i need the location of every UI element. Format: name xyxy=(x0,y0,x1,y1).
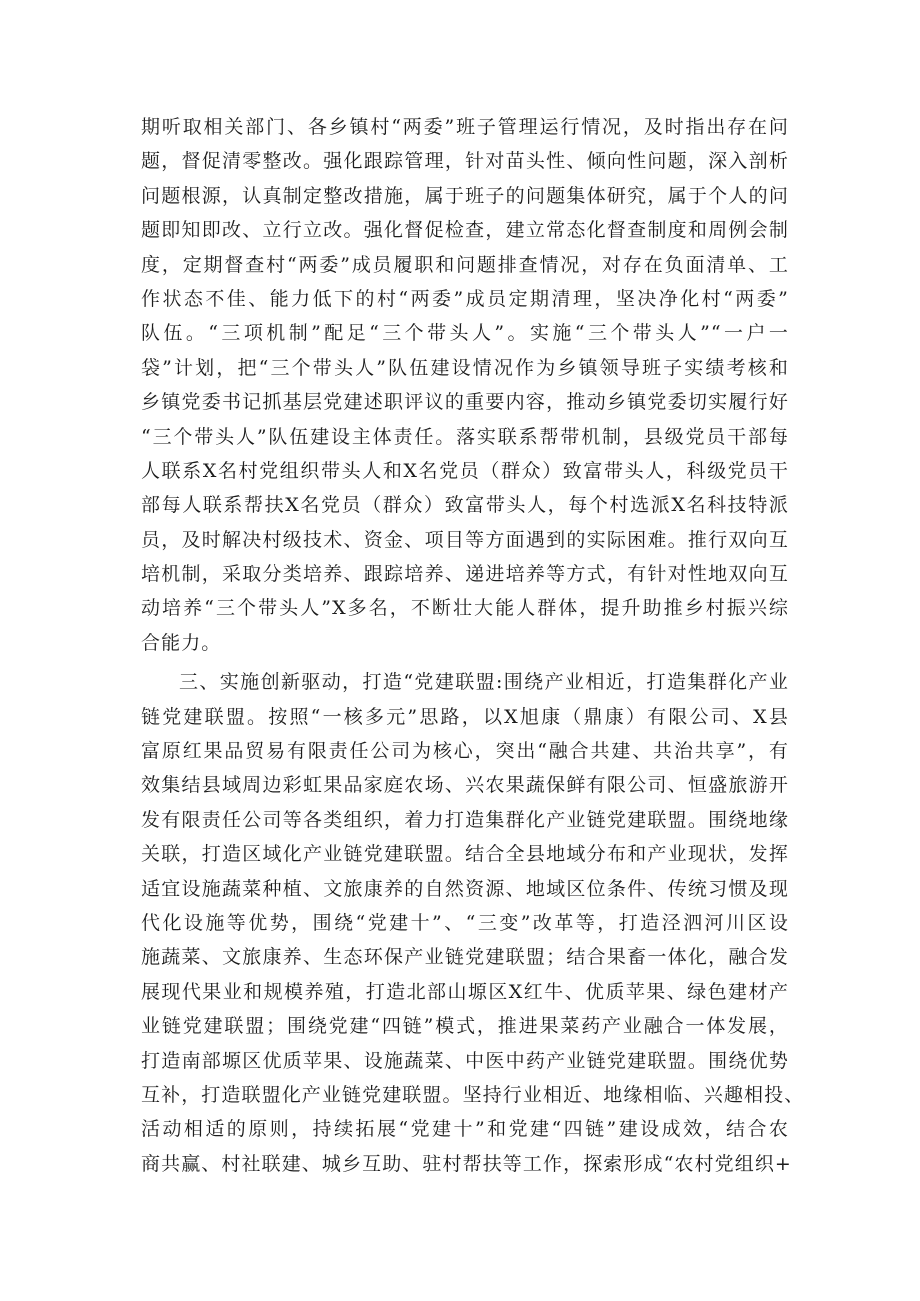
paragraph-line: 人联系X名村党组织带头人和X名党员（群众）致富带头人，科级党员干 xyxy=(141,459,789,482)
paragraph-line: 活动相适的原则，持续拓展“党建十”和党建“四链”建设成效，结合农 xyxy=(141,1118,789,1141)
paragraph-1 xyxy=(141,110,789,660)
document-body xyxy=(141,110,805,1181)
paragraph-line: 乡镇党委书记抓基层党建述职评议的重要内容，推动乡镇党委切实履行好 xyxy=(141,391,789,414)
paragraph-line: 问题根源，认真制定整改措施，属于班子的问题集体研究，属于个人的问 xyxy=(141,184,789,207)
paragraph-line: 互补，打造联盟化产业链党建联盟。坚持行业相近、地缘相临、兴趣相投、 xyxy=(141,1083,805,1106)
paragraph-line: 展现代果业和规模养殖，打造北部山塬区X红牛、优质苹果、绿色建材产 xyxy=(141,980,789,1003)
paragraph-line: 发有限责任公司等各类组织，着力打造集群化产业链党建联盟。围绕地缘 xyxy=(141,808,789,831)
paragraph-line: 链党建联盟。按照“一核多元”思路，以X旭康（鼎康）有限公司、X县 xyxy=(141,705,789,728)
paragraph-line: 适宜设施蔬菜种植、文旅康养的自然资源、地域区位条件、传统习惯及现 xyxy=(141,877,789,900)
paragraph-line: 题即知即改、立行立改。强化督促检查，建立常态化督查制度和周例会制 xyxy=(141,219,789,242)
paragraph-line: 动培养“三个带头人”X多名，不断壮大能人群体，提升助推乡村振兴综 xyxy=(141,597,789,620)
paragraph-line: 部每人联系帮扶X名党员（群众）致富带头人，每个村选派X名科技特派 xyxy=(141,494,789,517)
paragraph-line: 培机制，采取分类培养、跟踪培养、递进培养等方式，有针对性地双向互 xyxy=(141,563,789,586)
paragraph-line: 效集结县域周边彩虹果品家庭农场、兴农果蔬保鲜有限公司、恒盛旅游开 xyxy=(141,774,789,797)
paragraph-line: “三个带头人”队伍建设主体责任。落实联系帮带机制，县级党员干部每 xyxy=(141,425,789,448)
paragraph-line: 合能力。 xyxy=(141,631,222,654)
paragraph-line: 作状态不佳、能力低下的村“两委”成员定期清理，坚决净化村“两委” xyxy=(141,287,789,310)
paragraph-line: 商共赢、村社联建、城乡互助、驻村帮扶等工作，探索形成“农村党组织+ xyxy=(141,1152,792,1175)
paragraph-2 xyxy=(141,665,805,1181)
paragraph-line: 施蔬菜、文旅康养、生态环保产业链党建联盟；结合果畜一体化，融合发 xyxy=(141,946,789,969)
paragraph-line: 三、实施创新驱动，打造“党建联盟:围绕产业相近，打造集群化产业 xyxy=(179,671,789,694)
paragraph-line: 期听取相关部门、各乡镇村“两委”班子管理运行情况，及时指出存在问 xyxy=(141,116,789,138)
paragraph-line: 队伍。“三项机制”配足“三个带头人”。实施“三个带头人”“一户一 xyxy=(141,322,789,345)
paragraph-line: 富原红果品贸易有限责任公司为核心，突出“融合共建、共治共享”，有 xyxy=(141,740,789,763)
paragraph-line: 代化设施等优势，围绕“党建十”、“三变”改革等，打造泾泗河川区设 xyxy=(141,911,789,934)
paragraph-line: 袋”计划，把“三个带头人”队伍建设情况作为乡镇领导班子实绩考核和 xyxy=(141,356,789,379)
paragraph-line: 打造南部塬区优质苹果、设施蔬菜、中医中药产业链党建联盟。围绕优势 xyxy=(141,1049,789,1072)
paragraph-line: 度，定期督查村“两委”成员履职和问题排查情况，对存在负面清单、工 xyxy=(141,253,789,276)
paragraph-line: 题，督促清零整改。强化跟踪管理，针对苗头性、倾向性问题，深入剖析 xyxy=(141,150,789,173)
paragraph-line: 员，及时解决村级技术、资金、项目等方面遇到的实际困难。推行双向互 xyxy=(141,528,789,551)
paragraph-line: 业链党建联盟；围绕党建“四链”模式，推进果菜药产业融合一体发展， xyxy=(141,1015,789,1038)
paragraph-line: 关联，打造区域化产业链党建联盟。结合全县地域分布和产业现状，发挥 xyxy=(141,843,789,866)
